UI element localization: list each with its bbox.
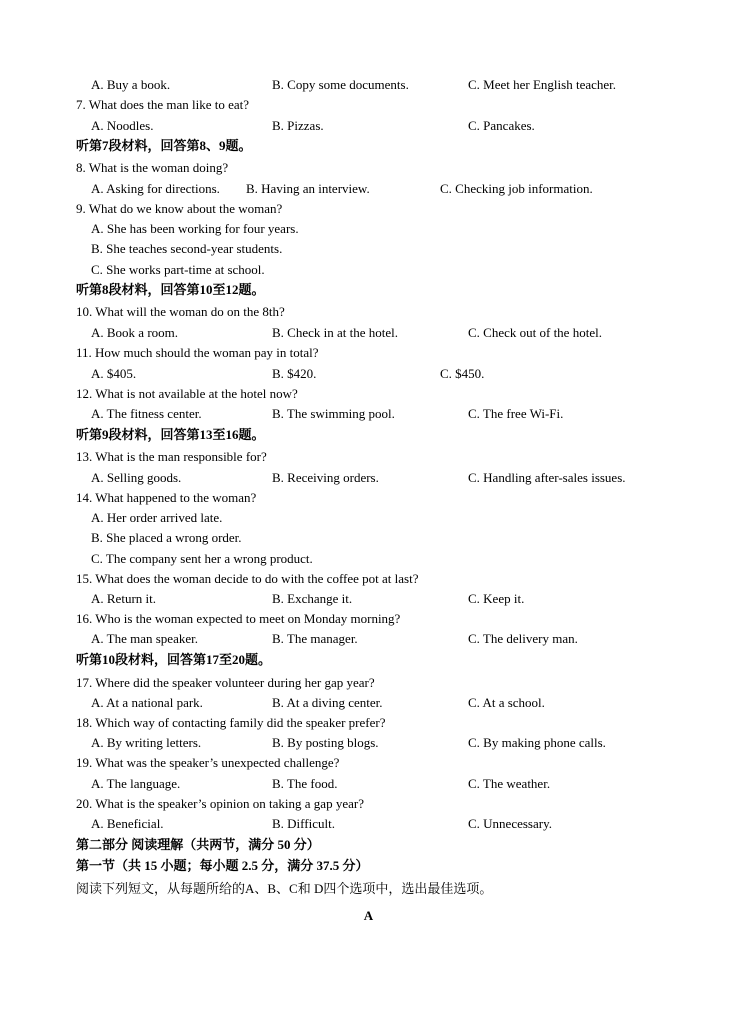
q13-option-c: C. Handling after-sales issues. <box>468 470 626 485</box>
q17-option-b: B. At a diving center. <box>272 695 383 710</box>
q16-option-a: A. The man speaker. <box>91 631 198 646</box>
q16-option-c: C. The delivery man. <box>468 631 578 646</box>
q14-option-c: C. The company sent her a wrong product. <box>91 551 313 566</box>
q6-option-b: B. Copy some documents. <box>272 77 409 92</box>
q14-stem: 14. What happened to the woman? <box>76 490 257 505</box>
q9-option-a: A. She has been working for four years. <box>91 221 299 236</box>
q10-option-a: A. Book a room. <box>91 325 179 340</box>
part-two-heading: 第二部分 阅读理解（共两节，满分 50 分） <box>76 837 320 852</box>
q18-stem: 18. Which way of contacting family did the speaker prefer? <box>76 715 386 730</box>
q18-option-a: A. By writing letters. <box>91 735 202 750</box>
q10-option-b: B. Check in at the hotel. <box>272 325 399 340</box>
q14-option-b: B. She placed a wrong order. <box>91 530 242 545</box>
q7-option-b: B. Pizzas. <box>272 118 324 133</box>
q18-option-c: C. By making phone calls. <box>468 735 606 750</box>
q12-stem: 12. What is not available at the hotel now? <box>76 386 298 401</box>
passage-label: A <box>363 908 374 923</box>
q17-option-a: A. At a national park. <box>91 695 203 710</box>
q15-stem: 15. What does the woman decide to do with the coffee pot at last? <box>76 571 419 586</box>
q16-option-b: B. The manager. <box>272 631 358 646</box>
q18-option-b: B. By posting blogs. <box>272 735 379 750</box>
q10-stem: 10. What will the woman do on the 8th? <box>76 304 285 319</box>
section-heading-7: 听第7段材料，回答第8、9题。 <box>76 138 252 153</box>
q12-option-b: B. The swimming pool. <box>272 406 395 421</box>
q7-stem: 7. What does the man like to eat? <box>76 97 250 112</box>
q17-option-c: C. At a school. <box>468 695 545 710</box>
q8-stem: 8. What is the woman doing? <box>76 160 229 175</box>
q12-option-c: C. The free Wi-Fi. <box>468 406 564 421</box>
q9-option-c: C. She works part-time at school. <box>91 262 265 277</box>
q11-option-a: A. $405. <box>91 366 137 381</box>
q9-stem: 9. What do we know about the woman? <box>76 201 283 216</box>
part-two-section-one-heading: 第一节（共 15 小题；每小题 2.5 分，满分 37.5 分） <box>76 858 369 873</box>
q7-option-c: C. Pancakes. <box>468 118 535 133</box>
q15-option-c: C. Keep it. <box>468 591 525 606</box>
reading-instruction: 阅读下列短文，从每题所给的A、B、C和 D四个选项中，选出最佳选项。 <box>76 881 493 896</box>
q11-stem: 11. How much should the woman pay in total? <box>76 345 319 360</box>
q8-option-c: C. Checking job information. <box>440 181 593 196</box>
q19-stem: 19. What was the speaker’s unexpected challenge? <box>76 755 340 770</box>
q11-option-b: B. $420. <box>272 366 317 381</box>
q16-stem: 16. Who is the woman expected to meet on Monday morning? <box>76 611 401 626</box>
q17-stem: 17. Where did the speaker volunteer during her gap year? <box>76 675 375 690</box>
q12-option-a: A. The fitness center. <box>91 406 202 421</box>
section-heading-8: 听第8段材料，回答第10至12题。 <box>76 282 265 297</box>
q13-stem: 13. What is the man responsible for? <box>76 449 267 464</box>
q11-option-c: C. $450. <box>440 366 485 381</box>
section-heading-9: 听第9段材料，回答第13至16题。 <box>76 427 265 442</box>
q19-option-c: C. The weather. <box>468 776 551 791</box>
q20-option-c: C. Unnecessary. <box>468 816 552 831</box>
q15-option-a: A. Return it. <box>91 591 156 606</box>
q6-option-a: A. Buy a book. <box>91 77 171 92</box>
q20-option-a: A. Beneficial. <box>91 816 164 831</box>
q6-option-c: C. Meet her English teacher. <box>468 77 617 92</box>
q20-option-b: B. Difficult. <box>272 816 335 831</box>
q19-option-a: A. The language. <box>91 776 181 791</box>
q19-option-b: B. The food. <box>272 776 338 791</box>
q14-option-a: A. Her order arrived late. <box>91 510 223 525</box>
q20-stem: 20. What is the speaker’s opinion on taking a gap year? <box>76 796 364 811</box>
q7-option-a: A. Noodles. <box>91 118 154 133</box>
q8-option-a: A. Asking for directions. <box>91 181 220 196</box>
section-heading-10: 听第10段材料，回答第17至20题。 <box>76 652 272 667</box>
q13-option-a: A. Selling goods. <box>91 470 182 485</box>
q9-option-b: B. She teaches second-year students. <box>91 241 283 256</box>
q13-option-b: B. Receiving orders. <box>272 470 379 485</box>
q15-option-b: B. Exchange it. <box>272 591 353 606</box>
q8-option-b: B. Having an interview. <box>246 181 370 196</box>
q10-option-c: C. Check out of the hotel. <box>468 325 602 340</box>
